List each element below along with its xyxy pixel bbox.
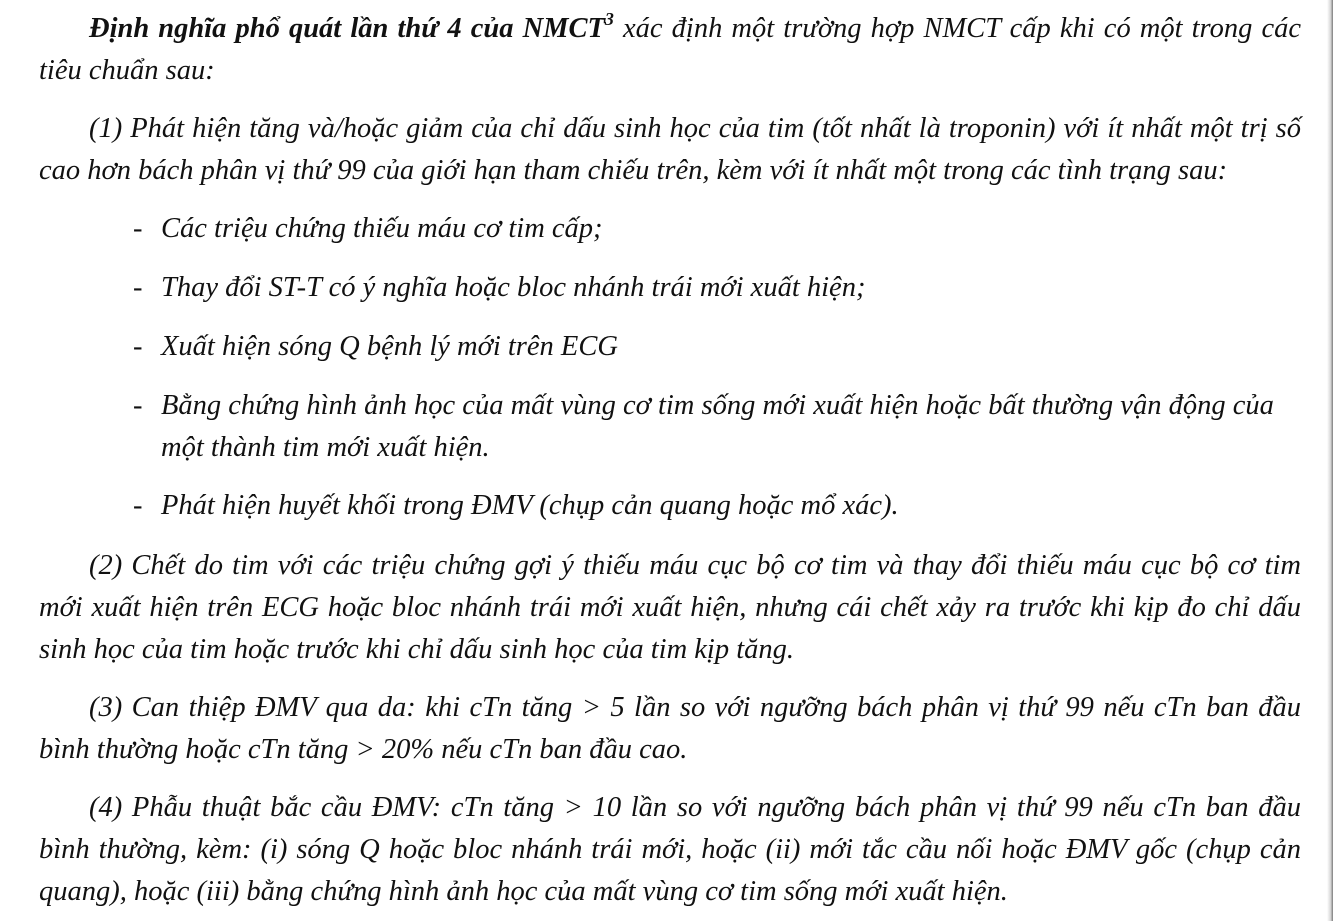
bullet-dash: - [133, 272, 143, 303]
bullet-dash: - [133, 213, 143, 244]
bullet-dash: - [133, 390, 143, 421]
list-item [133, 326, 1301, 368]
intro-text: xác định một trường hợp NMCT cấp khi có một trong các tiêu chuẩn sau: [39, 13, 1301, 86]
list-item-text: Xuất hiện sóng Q bệnh lý mới trên ECG [161, 331, 618, 362]
list-item-text: Phát hiện huyết khối trong ĐMV (chụp cản quang hoặc mổ xác). [161, 490, 899, 521]
bullet-dash: - [133, 331, 143, 362]
bullet-dash: - [133, 490, 143, 521]
list-item [133, 385, 1301, 469]
list-item-text: Bằng chứng hình ảnh học của mất vùng cơ tim sống mới xuất hiện hoặc bất thường vận động của một thành tim mới xuất hiện. [161, 390, 1274, 463]
criterion-2-paragraph: (2) Chết do tim với các triệu chứng gợi ý thiếu máu cục bộ cơ tim và thay đổi thiếu máu cục bộ cơ tim mới xuất hiện trên ECG hoặc bloc nhánh trái mới xuất hiện, nhưng cái chết xảy ra trước khi kịp đo chỉ dấu sinh học của tim hoặc trước khi chỉ dấu sinh học của tim kịp tăng. [39, 550, 1301, 665]
list-item-text: Các triệu chứng thiếu máu cơ tim cấp; [161, 213, 603, 244]
criterion-3-paragraph: (3) Can thiệp ĐMV qua da: khi cTn tăng > 5 lần so với ngưỡng bách phân vị thứ 99 nếu cTn ban đầu bình thường hoặc cTn tăng > 20% nếu cTn ban đầu cao. [39, 692, 1301, 765]
list-item [133, 485, 1301, 527]
list-item [133, 267, 1301, 309]
criterion-4-paragraph: (4) Phẫu thuật bắc cầu ĐMV: cTn tăng > 10 lần so với ngưỡng bách phân vị thứ 99 nếu cTn ban đầu bình thường, kèm: (i) sóng Q hoặc bloc nhánh trái mới, hoặc (ii) mới tắc cầu nối hoặc ĐMV gốc (chụp cản quang), hoặc (iii) bằng chứng hình ảnh học của mất vùng cơ tim sống mới xuất hiện. [39, 792, 1301, 907]
list-item-text: Thay đổi ST-T có ý nghĩa hoặc bloc nhánh trái mới xuất hiện; [161, 272, 866, 303]
definition-title: Định nghĩa phổ quát lần thứ 4 của NMCT [89, 13, 605, 44]
list-item [133, 208, 1301, 250]
criterion-1-paragraph: (1) Phát hiện tăng và/hoặc giảm của chỉ dấu sinh học của tim (tốt nhất là troponin) với ít nhất một trị số cao hơn bách phân vị thứ 99 của giới hạn tham chiếu trên, kèm với ít nhất một trong các tình trạng sau: [39, 113, 1301, 186]
scan-edge-shadow [1327, 0, 1333, 921]
intro-paragraph [39, 8, 1301, 92]
citation-superscript: 3 [604, 9, 614, 29]
